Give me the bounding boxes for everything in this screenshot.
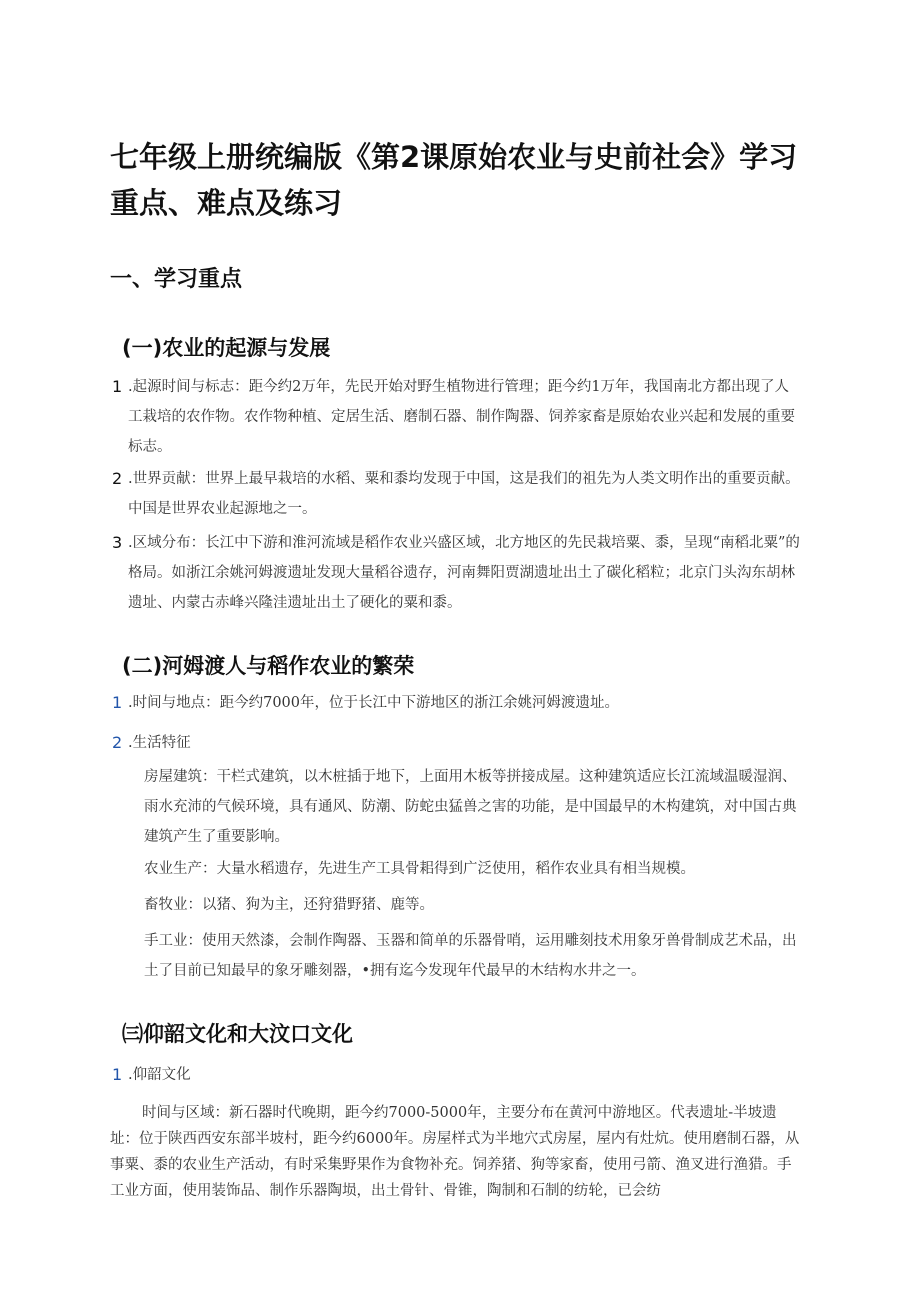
list-text: .仰韶文化 — [128, 1067, 191, 1083]
list-text: .世界贡献：世界上最早栽培的水稻、粟和黍均发现于中国，这是我们的祖先为人类文明作出的重要贡献。中国是世界农业起源地之一。 — [128, 471, 800, 517]
list-text: .生活特征 — [128, 735, 191, 751]
document-title: 七年级上册统编版《第2课原始农业与史前社会》学习重点、难点及练习 — [110, 140, 798, 220]
list-number: 1 — [112, 377, 123, 396]
list-item — [112, 528, 802, 618]
subheading-yangshao-dawenkou: ㈢仰韶文化和大汶口文化 — [122, 1022, 353, 1046]
list-item — [112, 728, 802, 758]
list-item — [112, 1060, 802, 1090]
list-number: 1 — [112, 1065, 123, 1084]
subheading-agriculture-origin: (一)农业的起源与发展 — [122, 336, 331, 360]
list-text: .时间与地点：距今约7000年，位于长江中下游地区的浙江余姚河姆渡遗址。 — [128, 695, 620, 711]
list-number: 2 — [112, 733, 123, 752]
sub-paragraph-husbandry: 畜牧业：以猪、狗为主，还狩猎野猪、鹿等。 — [144, 897, 434, 913]
list-number: 1 — [112, 693, 123, 712]
list-item — [112, 464, 802, 524]
sub-paragraph-handicraft: 手工业：使用天然漆，会制作陶器、玉器和简单的乐器骨哨，运用雕刻技术用象牙兽骨制成艺术品，出土了目前已知最早的象牙雕刻器，•拥有迄今发现年代最早的木结构水井之一。 — [144, 933, 797, 979]
list-text: .区域分布：长江中下游和淮河流域是稻作农业兴盛区域，北方地区的先民栽培粟、黍，呈现“南稻北粟”的格局。如浙江余姚河姆渡遗址发现大量稻谷遗存，河南舞阳贾湖遗址出土了碳化稻粒；北京门头沟东胡林遗址、内蒙古赤峰兴隆洼遗址出土了硬化的粟和黍。 — [128, 535, 800, 611]
body-paragraph-yangshao: 时间与区域：新石器时代晚期，距今约7000-5000年，主要分布在黄河中游地区。代表遗址-半坡遗址：位于陕西西安东部半坡村，距今约6000年。房屋样式为半地穴式房屋，屋内有灶炕。使用磨制石器，从事粟、黍的农业生产活动，有时采集野果作为食物补充。饲养猪、狗等家畜，使用弓箭、渔叉进行渔猎。手工业方面，使用装饰品、制作乐器陶埙，出土骨针、骨锥，陶制和石制的纺轮，已会纺 — [110, 1105, 800, 1199]
list-number: 3 — [112, 533, 123, 552]
list-number: 2 — [112, 469, 123, 488]
section-heading-key-points: 一、学习重点 — [110, 267, 243, 292]
sub-paragraph-agriculture: 农业生产：大量水稻遗存，先进生产工具骨耜得到广泛使用，稻作农业具有相当规模。 — [144, 861, 695, 877]
list-item — [112, 372, 802, 462]
subheading-hemudu: (二)河姆渡人与稻作农业的繁荣 — [122, 654, 415, 678]
sub-paragraph-housing: 房屋建筑：干栏式建筑，以木桩插于地下，上面用木板等拼接成屋。这种建筑适应长江流域温暖湿润、雨水充沛的气候环境，具有通风、防潮、防蛇虫猛兽之害的功能，是中国最早的木构建筑，对中国古典建筑产生了重要影响。 — [144, 769, 797, 845]
list-item — [112, 688, 802, 718]
list-text: .起源时间与标志：距今约2万年，先民开始对野生植物进行管理；距今约1万年，我国南北方都出现了人工栽培的农作物。农作物种植、定居生活、磨制石器、制作陶器、饲养家畜是原始农业兴起和发展的重要标志。 — [128, 379, 795, 455]
